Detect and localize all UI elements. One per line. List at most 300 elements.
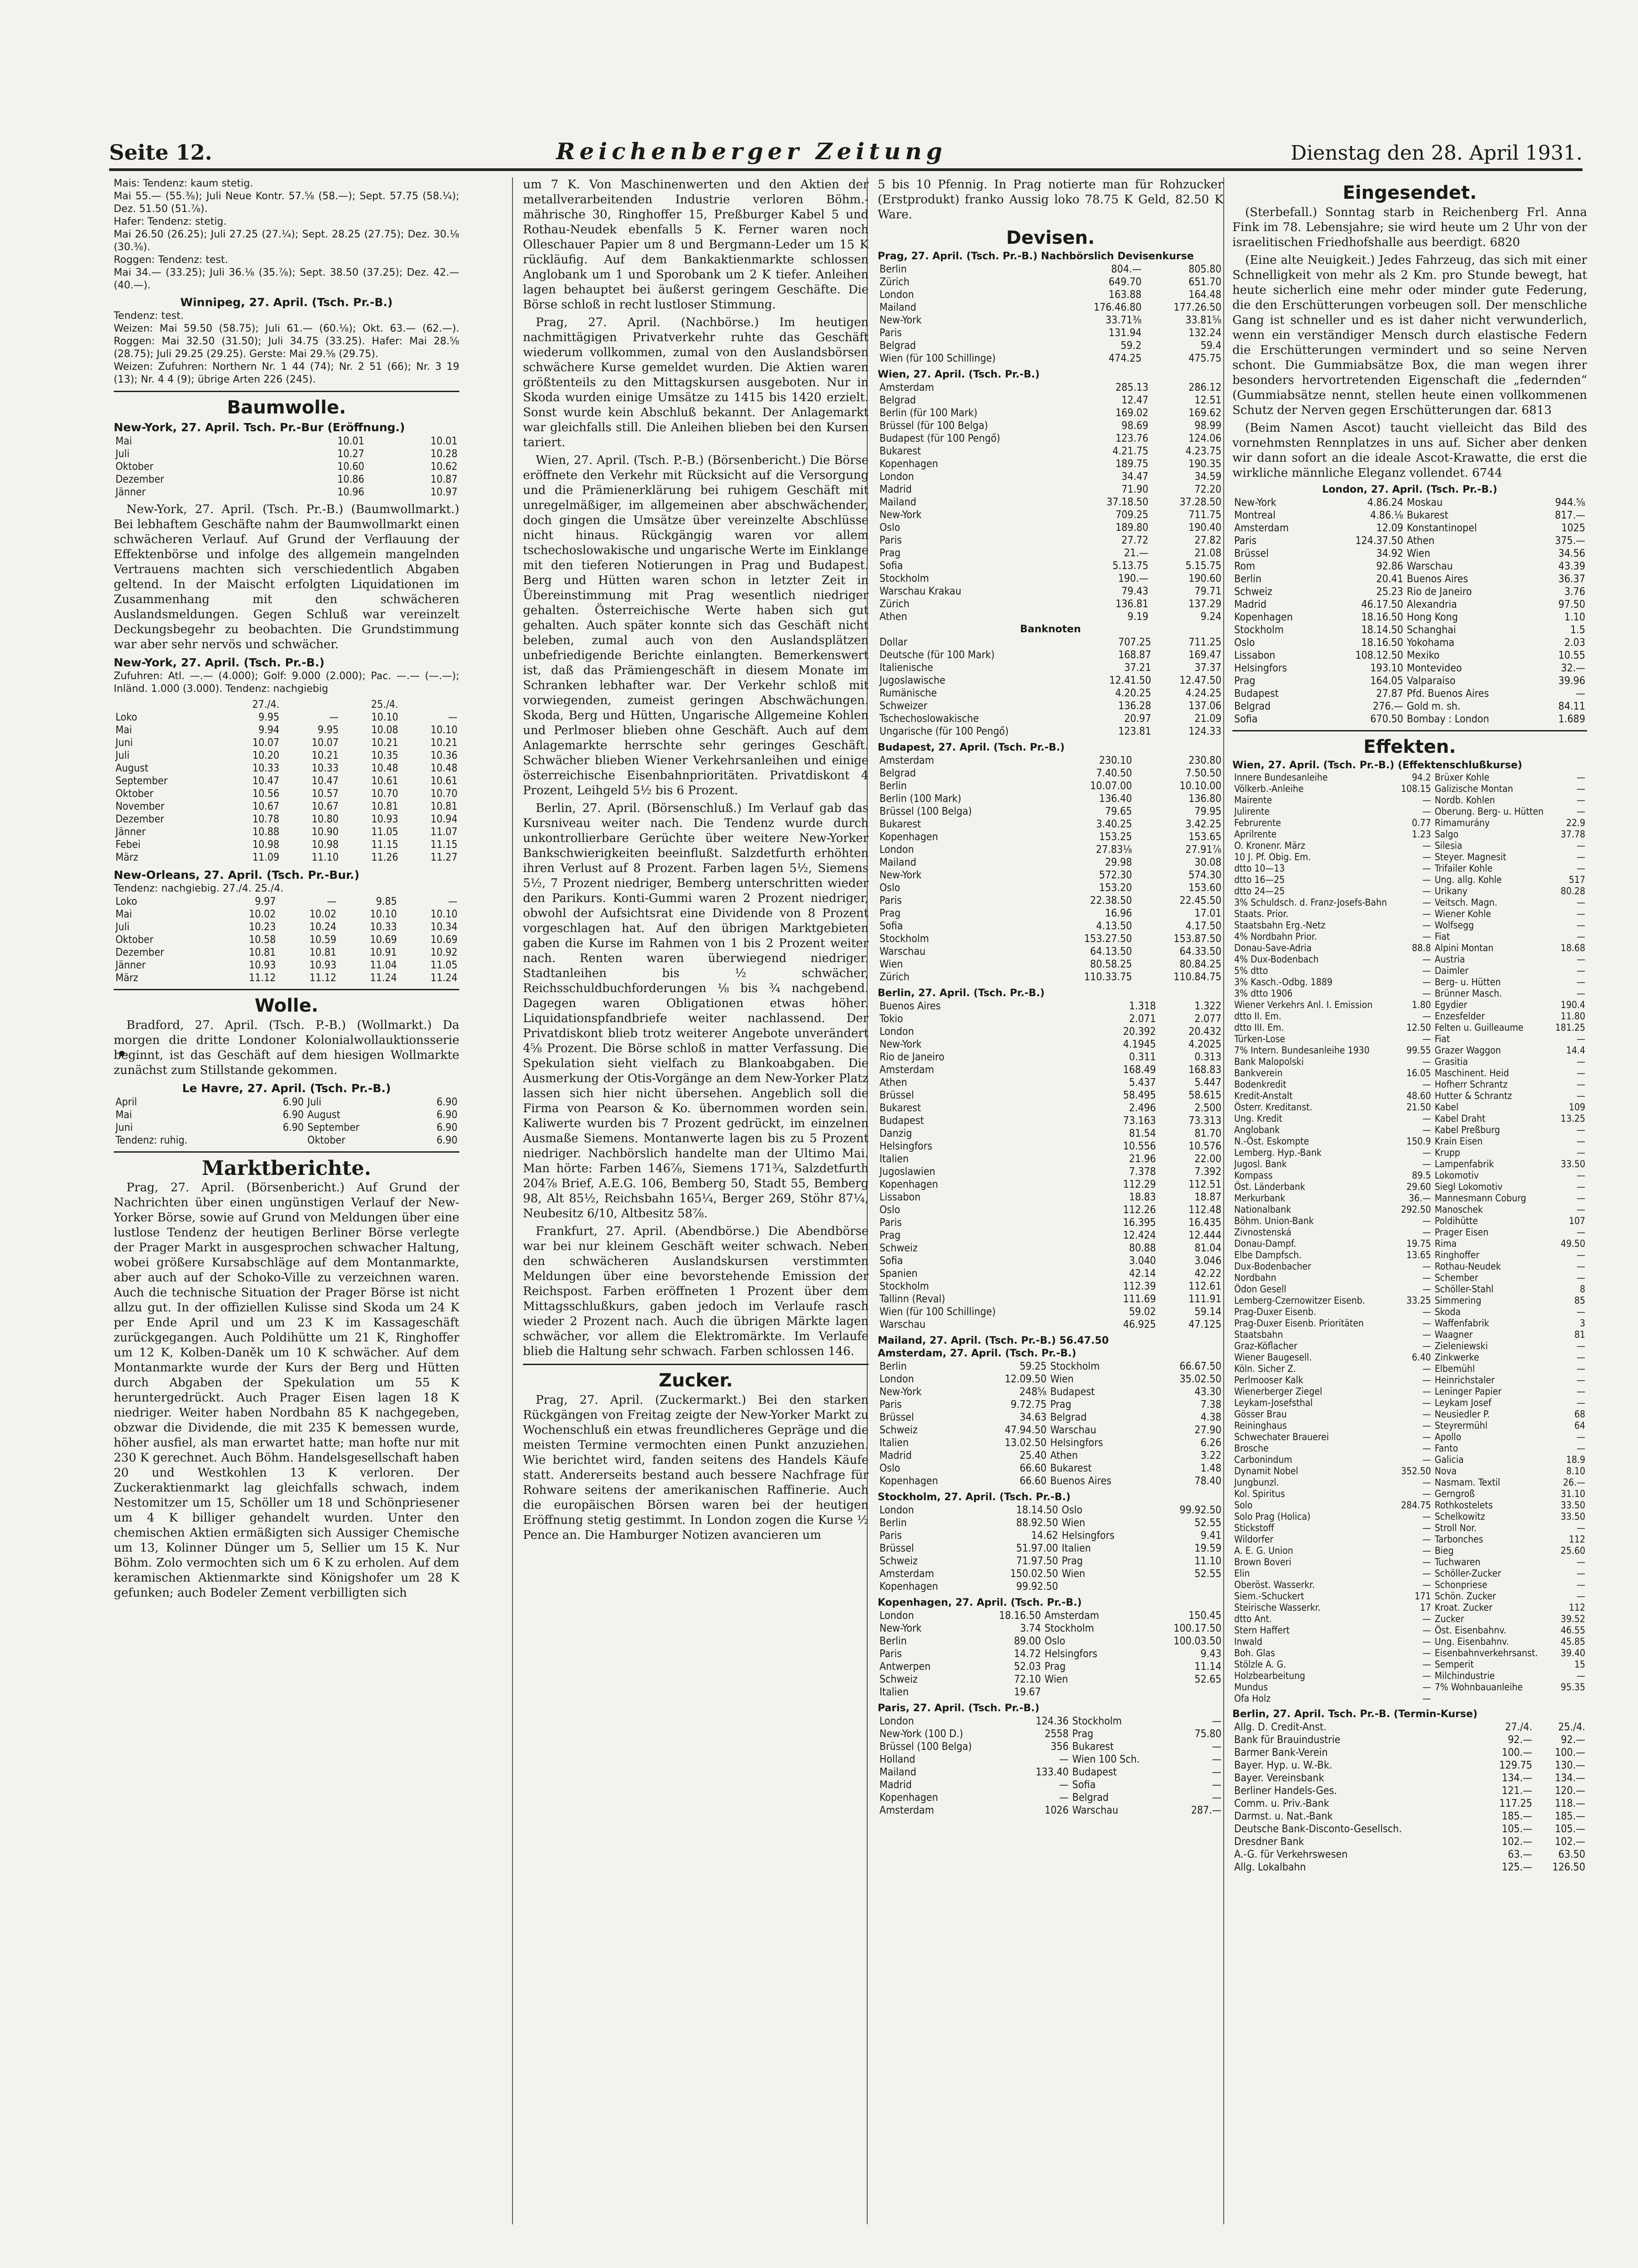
table-row [1232,988,1587,999]
table-cell: dtto 24—25 [1234,886,1285,897]
table-row [114,972,459,984]
table-cell: 10.88 [252,826,280,838]
table-row [114,698,459,711]
table-row [1232,1823,1587,1835]
table-row [878,339,1223,352]
table-cell: Salgo [1434,829,1459,840]
table-cell: 375.— [1555,535,1585,547]
table-row [878,610,1223,623]
table-cell: 46.55 [1560,1625,1585,1636]
table-cell: London [879,289,914,301]
zucker-report-end: 5 bis 10 Pfennig. In Prag notierte man für Rohzucker (Erstprodukt) franko Aussig loko 78.75 K Geld, 82.50 K Ware. [878,178,1223,222]
table-row [878,432,1223,445]
table-cell: 9.41 [1200,1530,1221,1542]
table-cell: Brüssel [879,1542,914,1554]
table-cell: — [1422,1693,1431,1704]
table-cell: — [1422,1409,1431,1420]
table-row [1232,908,1587,920]
table-row [878,1529,1223,1542]
table-cell: 42.14 [1129,1268,1156,1280]
table-cell: 10.90 [312,826,339,838]
table-cell: — [1422,1670,1431,1681]
table-cell: 4.24.25 [1186,687,1221,699]
table-cell: New-York [879,314,922,326]
table-row [878,1293,1223,1305]
mailand-title: Mailand, 27. April. (Tsch. Pr.-B.) [878,1335,1056,1346]
table-cell: — [1422,965,1431,976]
table-cell: 190.4 [1560,999,1585,1010]
table-cell: 99.92.50 [1179,1504,1221,1516]
table-row [1232,1861,1587,1874]
table-cell: — [1577,988,1585,999]
table-cell: Kabel Preßburg [1434,1124,1500,1135]
table-cell [281,698,340,711]
table-cell: 34.92 [1376,548,1403,559]
table-cell: 6.90 [282,1122,304,1134]
table-cell: Stickstoff [1234,1522,1274,1533]
table-cell: Eisenbahnverkehrsanst. [1434,1648,1538,1658]
table-cell: 8.10 [1566,1466,1585,1477]
table-cell: Berliner Handels-Ges. [1234,1785,1337,1797]
table-cell: Montevideo [1407,662,1462,674]
table-cell: 11.09 [252,852,280,863]
table-cell: 109 [1568,1102,1585,1113]
table-row [878,1673,1223,1686]
table-cell: 7.40.50 [1096,767,1132,779]
table-cell: New-York [879,1038,922,1050]
table-cell: Wien [1407,548,1431,559]
table-cell: 711.25 [1188,636,1221,648]
section-heading-effekten: Effekten. [1363,736,1456,757]
table-cell: 9.95 [258,711,280,723]
table-row [1232,649,1587,662]
table-cell: — [1422,1659,1431,1670]
table-cell: 286.12 [1188,382,1221,393]
table-cell: Leykam-Josefsthal [1234,1397,1313,1408]
table-cell: Darmst. u. Nat.-Bank [1234,1810,1333,1822]
table-cell: 10.60 [337,461,365,473]
table-row [1232,1284,1587,1295]
table-cell: Berlin [879,263,907,275]
table-cell: 3.76 [1564,586,1585,598]
table-row [1232,1534,1587,1545]
table-row [878,767,1223,780]
table-cell: London [879,1715,914,1727]
table-cell: Paris [879,1530,902,1542]
table-row [1232,1443,1587,1454]
table-cell: 4.23.75 [1186,445,1221,457]
table-cell: Prag [879,1230,901,1241]
table-row [878,1127,1223,1140]
table-cell: Elbe Dampfsch. [1234,1250,1302,1260]
table-cell: Ringhoffer [1434,1250,1480,1260]
table-cell: Zieleniewski [1434,1341,1488,1351]
table-cell: 59.2 [1120,340,1142,352]
table-cell: Warschau [879,946,926,958]
table-cell: — [1577,1147,1585,1158]
table-row [114,448,459,460]
table-cell: 19.67 [1014,1686,1041,1698]
table-cell: 112.48 [1188,1204,1221,1216]
table-cell: Anglobank [1234,1124,1280,1135]
table-cell: — [1577,1341,1585,1351]
table-cell: Bukarest [1407,509,1448,521]
table-cell: Juli [307,1096,322,1108]
table-row [878,831,1223,843]
table-row [878,419,1223,432]
table-row [1232,852,1587,863]
table-cell: Rimamurány [1434,817,1490,828]
table-cell: — [1577,908,1585,919]
table-cell: 190.60 [1188,573,1221,585]
notice-neuigkeit: (Eine alte Neuigkeit.) Jedes Fahrzeug, das sich mit einer Schnelligkeit von mehr als 2 Km. pro Stunde bewegt, hat heute sicherlich eine mehr oder minder gute Federung, die den Erschütterungen vorbeugen soll. Der menschliche Gang ist schneller und es ist daher nicht verwunderlich, wenn ein verständiger Mensch durch elastische Federn die Erschütterungen vermindert und so seine Nerven schont. Die Gummiabsätze Box, die man wegen ihrer besonders hervortretenden Eigenschaft die „federnden“ (Gummiabsätze nennt, stellen heute einen vollkommenen Schutz der Nerven gegen Erschütterungen dar. 6813 [1232,253,1587,417]
table-cell: Solo Prag (Holica) [1234,1511,1311,1522]
table-cell: 153.20 [1099,882,1132,894]
table-cell: — [1422,1272,1431,1283]
table-cell: 5.15.75 [1186,560,1221,572]
table-row [1232,1102,1587,1113]
table-cell: 10.70 [371,788,398,800]
table-cell: O. Kronenr. März [1234,840,1306,851]
table-cell: Helsingfors [1050,1437,1103,1449]
table-cell: 13.02.50 [1005,1437,1047,1449]
table-cell: — [1577,1204,1585,1215]
table-cell: 10.33 [312,762,339,774]
table-cell: 12.444 [1188,1230,1221,1241]
table-cell [1433,1693,1552,1704]
table-cell: 81.54 [1129,1128,1156,1139]
table-cell: Schweiz [879,1555,918,1567]
table-cell: 52.55 [1194,1517,1221,1529]
table-row [1232,700,1587,713]
table-cell: 8 [1579,1284,1585,1295]
table-cell: Italienische [879,662,933,674]
table-cell: Kabel Draht [1434,1113,1486,1124]
table-cell: 34.59 [1194,471,1221,483]
table-cell: New-York [879,1623,922,1634]
table-cell: Kopenhagen [1234,611,1293,623]
table-cell: 29.60 [1406,1181,1431,1192]
table-cell: Fanto [1434,1443,1458,1454]
table-cell: 670.50 [1370,713,1403,725]
table-cell: Mai [116,908,132,920]
table-cell: — [1577,1136,1585,1147]
table-cell: Österr. Kreditanst. [1234,1102,1312,1113]
table-cell: 21.08 [1194,547,1221,559]
table-cell: New-York [879,1386,922,1398]
table-row [1232,598,1587,611]
table-cell: — [1422,1284,1431,1295]
table-cell: 944.⅝ [1555,497,1585,509]
table-cell: 43.39 [1558,560,1585,572]
table-cell: — [1577,1352,1585,1363]
table-row [878,882,1223,894]
table-cell: Warschau [1050,1424,1096,1436]
table-cell: 66.60 [1020,1475,1047,1487]
table-cell: A. E. G. Union [1234,1545,1293,1556]
table-cell: Trifailer Kohle [1434,863,1493,874]
table-cell: 18.14.50 [1361,624,1403,636]
table-row [1232,954,1587,965]
table-cell: Brosche [1234,1443,1269,1454]
table-cell: September [307,1122,360,1134]
table-cell: Bukarest [1072,1741,1114,1753]
ny-cotton-report: New-York, 27. April. (Tsch. Pr.-B.) (Baumwollmarkt.) Bei lebhaftem Geschäfte nahm der Baumwollmarkt einen schwächeren Verlauf. Auf Grund der Verflauung der Effektenbörse und infolge des allgemein mangelnden Vertrauens machten sich verschiedentlich Abgaben geltend. In der Maischt erfolgten Liquidationen im Zusammenhang mit den schwächeren Auslandsmeldungen. Gegen Schluß war vereinzelt Deckungsbegehr zu beobachten. Die Grundstimmung war aber sehr nervös und schwächer. [114,503,459,651]
table-cell: Apollo [1434,1431,1462,1442]
table-cell: — [1577,1568,1585,1579]
table-cell: Fiat [1434,931,1450,942]
table-cell: Kompass [1234,1170,1273,1181]
table-cell: New-York [1234,497,1276,509]
table-cell: New-York [879,869,922,881]
table-cell: Krupp [1434,1147,1460,1158]
table-cell: 22.9 [1566,817,1585,828]
table-cell: Milchindustrie [1434,1670,1495,1681]
table-row [1232,1204,1587,1215]
table-row [878,1542,1223,1555]
table-row [1232,1579,1587,1591]
table-cell: 189.75 [1115,458,1149,470]
table-cell: 33.50 [1560,1159,1585,1169]
table-cell: 6.90 [436,1122,457,1134]
table-cell: Bank Malopolski [1234,1056,1304,1067]
table-cell: Budapest [1072,1766,1117,1778]
table-cell: Stockholm [1050,1361,1100,1372]
table-cell: 68 [1574,1409,1585,1420]
table-cell: Prag [879,907,901,919]
table-cell: 189.80 [1115,522,1149,534]
table-cell: Buenos Aires [1407,573,1468,585]
table-cell: 123.76 [1115,433,1149,444]
london-heading: London, 27. April. (Tsch. Pr.-B.) [1322,484,1497,495]
table-cell: 130.— [1555,1759,1585,1771]
table-cell: — [1422,1079,1431,1090]
table-cell: September [116,775,168,787]
table-cell: Warschau [879,1319,926,1331]
table-cell: Kopenhagen [879,458,938,470]
table-cell: Sofia [879,560,903,572]
table-row [878,1715,1223,1728]
table-cell: Helsingfors [1234,662,1287,674]
table-cell: Steyrermühl [1434,1420,1487,1431]
table-cell [1151,1580,1223,1593]
table-cell: Oberung. Berg- u. Hütten [1434,806,1544,817]
table-cell: 181.25 [1555,1022,1585,1033]
table-cell: 11.05 [371,826,398,838]
table-cell: — [1422,863,1431,874]
table-cell: 10.57 [312,788,339,800]
table-row [878,1475,1223,1487]
table-cell: 5.437 [1129,1077,1156,1089]
table-cell: Loko [116,896,137,907]
table-cell: 110.33.75 [1084,971,1132,983]
table-cell: 10.47 [312,775,339,787]
table-cell: Prag [879,547,901,559]
table-row [114,800,459,813]
table-cell: 80.28 [1560,886,1585,897]
table-cell: Belgrad [1072,1792,1109,1804]
table-cell: Bank für Brauindustrie [1234,1734,1341,1746]
table-cell: Prager Eisen [1434,1227,1489,1238]
havre-heading: Le Havre, 27. April. (Tsch. Pr.-B.) [182,1082,391,1095]
column-1 [114,177,459,2233]
table-cell: Leninger Papier [1434,1386,1502,1397]
table-cell: 21.— [1124,547,1149,559]
table-cell: Nasmam. Textil [1434,1477,1501,1488]
table-cell: 10.34 [430,921,457,933]
table-row [878,301,1223,314]
table-row [878,1013,1223,1025]
table-cell: — [1422,931,1431,942]
table-cell: 134.— [1555,1772,1585,1784]
table-cell: — [1577,795,1585,806]
table-row [1232,1011,1587,1022]
table-cell: Italien [1061,1542,1091,1554]
table-row [878,1622,1223,1635]
table-cell: Spanien [879,1268,918,1280]
winnipeg-report: Tendenz: test. Weizen: Mai 59.50 (58.75); Juli 61.— (60.⅛); Okt. 63.— (62.—). Roggen: Mai 32.50 (31.50); Juli 34.75 (33.25). Hafer: Mai 28.⅝ (28.75); Juli 29.25 (29.25). Gerste: Mai 29.⅝ (29.75). Weizen: Zufuhren: Northern Nr. 1 44 (74); Nr. 2 51 (66); Nr. 3 19 (13); Nr. 4 4 (9); übrige Arten 226 (245). [114,310,459,385]
table-cell: 10.20 [252,750,280,761]
table-row [878,1229,1223,1242]
table-cell: 45.85 [1560,1636,1585,1647]
table-cell: 4.86.24 [1367,497,1403,509]
table-cell: Maschinent. Heid [1434,1068,1509,1079]
table-cell: Amsterdam [879,755,935,766]
table-row [1232,874,1587,886]
table-cell: Elin [1234,1568,1250,1579]
table-cell [1043,1686,1139,1698]
table-cell: Julirente [1234,806,1270,817]
table-cell: — [1422,1159,1431,1169]
table-cell: 10.21 [371,737,398,749]
table-cell: — [448,896,457,907]
table-cell: Athen [879,1077,907,1089]
table-row [878,1648,1223,1660]
ny-futures-heading: New-York, 27. April. (Tsch. Pr.-B.) [114,656,325,669]
table-cell: — [1422,1363,1431,1374]
table-cell: N.-Öst. Eskompte [1234,1136,1309,1147]
table-cell: Oktober [116,934,154,946]
table-cell: 4.17.50 [1186,920,1221,932]
table-cell: Carbonindum [1234,1454,1292,1465]
table-row [1232,1511,1587,1522]
table-row [878,1766,1223,1779]
table-row [878,971,1223,983]
table-cell: 100.— [1502,1747,1532,1759]
table-cell: 112.61 [1188,1280,1221,1292]
table-cell: Athen [1407,535,1435,547]
table-cell: 150.9 [1406,1136,1431,1147]
table-row [1232,829,1587,840]
table-cell: 105.— [1502,1823,1532,1835]
table-cell: 92.— [1507,1734,1532,1746]
table-cell: 21.09 [1194,713,1221,725]
table-cell: 10.21 [430,737,457,749]
havre-table [114,1096,459,1147]
table-cell: 10.23 [249,921,276,933]
table-cell: — [1577,1375,1585,1386]
table-cell: 6.90 [282,1109,304,1121]
table-cell: Dezember [116,474,164,485]
table-cell: Rom [1234,560,1256,572]
table-cell: 10.86 [337,474,365,485]
table-cell: August [116,762,149,774]
table-cell: 47.125 [1188,1319,1221,1331]
table-cell: 169.62 [1188,407,1221,419]
table-cell: Oberöst. Wasserkr. [1234,1579,1315,1590]
table-cell: Bankverein [1234,1068,1283,1079]
table-cell: Urikany [1434,886,1467,897]
table-cell: 9.95 [317,724,339,736]
table-cell: dtto 16—25 [1234,874,1285,885]
table-cell: 33.81⅝ [1185,314,1221,326]
table-cell: — [1577,1522,1585,1533]
table-cell: 3.046 [1194,1255,1221,1267]
table-cell: 9.85 [376,896,397,907]
table-cell: 3.22 [1200,1450,1221,1462]
table-cell: Tarbonches [1434,1534,1483,1545]
table-row [1232,931,1587,942]
section-rule [114,989,459,990]
table-cell: 190.— [1118,573,1149,585]
table-cell: Wien [1050,1373,1074,1385]
table-row [1232,1693,1587,1704]
table-row [1232,1591,1587,1602]
table-cell: 169.02 [1115,407,1149,419]
table-cell: — [1422,1648,1431,1658]
table-cell: 25.40 [1020,1450,1047,1462]
table-cell: Budapest (für 100 Pengő) [879,433,1000,444]
table-cell: 102.— [1555,1836,1585,1848]
table-row [1232,1318,1587,1329]
table-cell: London [879,1610,914,1622]
table-cell: 11.14 [1194,1661,1221,1673]
table-cell: 4.21.75 [1112,445,1149,457]
table-cell: 12.50 [1406,1022,1431,1033]
table-cell: Steyer. Magnesit [1434,852,1507,862]
table-cell: — [329,711,339,723]
table-cell: 10.93 [309,959,337,971]
table-cell: 59.25 [1020,1361,1047,1372]
table-cell: Wiener Verkehrs Anl. I. Emission [1234,999,1373,1010]
table-cell: — [1212,1792,1221,1804]
table-cell: 95.35 [1560,1682,1585,1693]
table-row [1232,624,1587,636]
table-cell: Böhm. Union-Bank [1234,1215,1314,1226]
table-cell: 39.40 [1560,1648,1585,1658]
table-cell: 4.38 [1200,1411,1221,1423]
table-cell: 105.— [1555,1823,1585,1835]
table-cell: — [1422,1329,1431,1340]
table-row [1232,1306,1587,1318]
table-cell: 112.26 [1123,1204,1156,1216]
table-cell: Nordbahn [1234,1272,1276,1283]
table-cell: Kopenhagen [879,831,938,843]
table-cell: Tallinn (Reval) [879,1293,945,1305]
table-cell: Siegl Lokomotiv [1434,1181,1503,1192]
table-cell: 124.06 [1188,433,1221,444]
table-row [1232,817,1587,829]
amsterdam-table [878,1360,1223,1487]
table-row [878,945,1223,958]
table-cell: 171 [1414,1591,1431,1602]
new-orleans-heading: New-Orleans, 27. April. (Tsch. Pr.-Bur.) [114,868,360,882]
table-cell: Brünner Masch. [1434,988,1502,999]
table-cell: Stockholm [1234,624,1284,636]
table-cell: — [1422,1033,1431,1044]
table-cell: — [1422,1227,1431,1238]
table-cell: Wildorfer [1234,1534,1274,1545]
